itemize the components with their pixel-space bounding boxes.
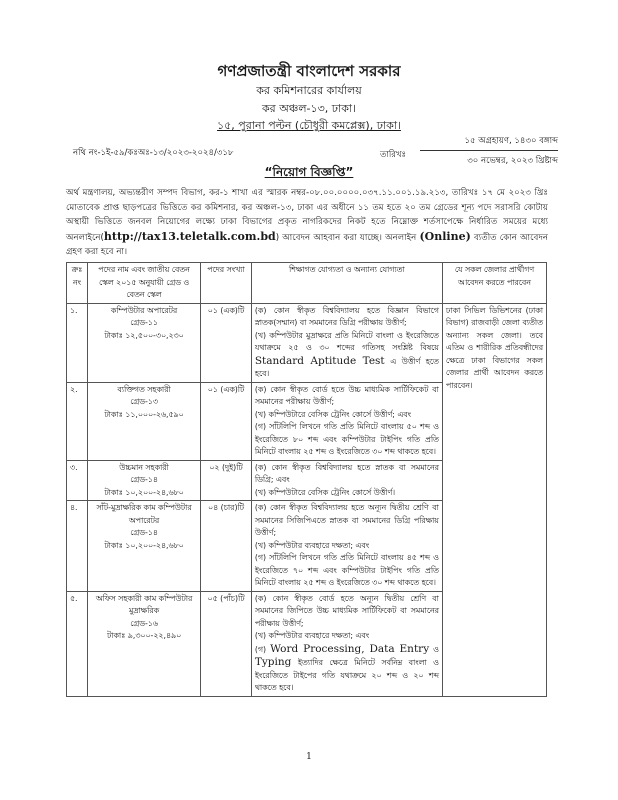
qualification-cell <box>251 303 442 382</box>
notice-title <box>0 164 618 184</box>
post-name: উচ্চমান সহকারী <box>119 462 169 472</box>
qualification-a: (ক) কোন স্বীকৃত বোর্ড হতে উচ্চ মাধ্যমিক সার্টিফিকেট বা সমমানের পরীক্ষায় উত্তীর্ণ; <box>254 384 439 406</box>
date-english: ৩০ নভেম্বর, ২০২৩ খ্রিষ্টাব্দ <box>467 156 558 166</box>
qualification-b: (খ) কম্পিউটার ব্যবহারে দক্ষতা; এবং <box>254 540 370 550</box>
header-districts: যে সকল জেলার প্রার্থীগণ আবেদন করতে পারবেন <box>442 263 546 304</box>
online-label: (Online) <box>419 229 471 243</box>
intro-text-2: ) আবেদন আহবান করা যাচ্ছে। অনলাইন <box>275 232 420 243</box>
serial-cell: ৫. <box>67 591 88 696</box>
post-pay: টাকাঃ ১০,২০০-২৪,৬৮০ <box>104 540 184 550</box>
qualification-b <box>255 330 439 381</box>
header-address: ১৫, পুরানা পল্টন (চৌধুরী কমপ্লেক্স), ঢাকা। <box>217 119 401 132</box>
page-number: 1 <box>306 752 312 762</box>
header-office: কর কমিশনারের কার্যালয় <box>256 84 362 97</box>
qualification-b: (খ) কম্পিউটারে বেসিক ট্রেনিং কোর্সে উত্তীর্ণ; এবং <box>254 409 411 419</box>
post-pay: টাকাঃ ৯,৩০০-২২,৪৯০ <box>106 631 182 640</box>
post-grade: গ্রেড-১১ <box>130 318 158 327</box>
date-box <box>420 134 558 168</box>
post-grade: গ্রেড-১৩ <box>130 397 158 406</box>
post-name: কম্পিউটার অপারেটর <box>110 305 178 315</box>
header-post: পদের নাম এবং জাতীয় বেতন স্কেল ২০১৫ অনুযায়ী গ্রেড ও বেতন স্কেল <box>87 263 200 304</box>
header-qualification: শিক্ষাগত যোগ্যতা ও অন্যান্য যোগ্যতা <box>251 263 442 304</box>
qualification-b-end: এ উত্তীর্ণ হতে হবে। <box>254 356 439 378</box>
post-name: ব্যক্তিগত সহকারী <box>117 384 171 394</box>
intro-paragraph <box>66 186 548 260</box>
qualification-c <box>255 643 439 695</box>
qualification-c-prefix: (গ) <box>254 644 271 654</box>
header-government: গণপ্রজাতন্ত্রী বাংলাদেশ সরকার <box>217 62 401 80</box>
post-grade: গ্রেড-১৪ <box>130 475 158 484</box>
date-label: তারিখঃ <box>380 150 407 160</box>
qualification-b-en: Standard Aptitude Test <box>254 354 385 367</box>
qualification-c-en2: Typing <box>254 656 292 668</box>
qualification-cell <box>251 501 442 592</box>
post-pay: টাকাঃ ১০,২০০-২৪,৬৮০ <box>104 487 184 497</box>
header-serial: ক্রঃ নং <box>67 263 88 304</box>
count-cell: ০৪ (চার)টি <box>201 501 252 592</box>
qualification-a: (ক) কোন স্বীকৃত বিশ্ববিদ্যালয় হতে বিজ্ঞান বিভাগে স্নাতক(সম্মান) বা সমমানের ডিগ্রি পরীক্ষায় উত্তীর্ণ; <box>254 305 439 327</box>
application-url-link[interactable]: http://tax13.teletalk.com.bd <box>103 229 276 243</box>
post-grade: গ্রেড-১৪ <box>130 528 158 537</box>
qualification-c-en1: Word Processing, Data Entry <box>270 642 430 655</box>
count-cell: ০১ (এক)টি <box>201 382 252 460</box>
date-bangla: ১৫ অগ্রহায়ণ, ১৪৩০ বঙ্গাব্দ <box>420 134 558 151</box>
post-pay: টাকাঃ ১২,৫০০-৩০,২৩০ <box>104 330 184 340</box>
post-cell <box>87 303 200 382</box>
qualification-b: (খ) কম্পিউটারে বেসিক ট্রেনিং কোর্সে উত্তীর্ণ। <box>254 487 396 497</box>
qualification-cell <box>251 460 442 501</box>
qualification-c-rest: ইত্যাদির ক্ষেত্রে মিনিটে সর্বনিম্ন বাংলা ও ইংরেজিতে টাইপের গতি যথাক্রমে ২০ শব্দ ও ২০ শব্দ থাকতে হবে। <box>254 658 439 692</box>
intro-text-end: ব্যতীত কোন আবেদন গ্রহণ করা হবে না। <box>66 232 548 257</box>
qualification-b: (খ) কম্পিউটার ব্যবহারে দক্ষতা; এবং <box>254 631 370 640</box>
qualification-b-text: (খ) কম্পিউটার মুদ্রাক্ষরে প্রতি মিনিটে বাংলা ও ইংরেজিতে যথাক্রমে ২৫ ও ৩০ শব্দের গতিসহ সংশ্লিষ্ট বিষয়ে <box>254 330 439 352</box>
qualification-c: (গ) সাঁটলিপি লিখনে গতি প্রতি মিনিটে বাংলায় ৫০ শব্দ ও ইংরেজিতে ৮০ শব্দ এবং কম্পিউটার টাইপিং গতি প্রতি মিনিটে বাংলায় ২৫ শব্দ ও ইংরেজিতে ৩০ শব্দ থাকতে হবে। <box>254 422 439 456</box>
post-cell <box>87 501 200 592</box>
header-zone: কর অঞ্চল-১৩, ঢাকা। <box>261 102 357 115</box>
post-cell <box>87 591 200 696</box>
post-cell <box>87 382 200 460</box>
qualification-c-mid: ও <box>429 644 439 654</box>
qualification-a: (ক) কোন স্বীকৃত বিশ্ববিদ্যালয় হতে অন্যূন দ্বিতীয় শ্রেণি বা সমমানের সিজিপিএতে স্নাতক বা সমমানের ডিগ্রি পরিক্ষায় উত্তীর্ণ; <box>254 503 439 537</box>
serial-cell: ৪. <box>67 501 88 592</box>
serial-cell: ৩. <box>67 460 88 501</box>
post-pay: টাকাঃ ১১,০০০-২৬,৫৯০ <box>104 409 184 419</box>
qualification-a: (ক) কোন স্বীকৃত বোর্ড হতে অন্যূন দ্বিতীয় শ্রেণি বা সমমানের জিপিতে উচ্চ মাধ্যমিক সার্টিফিকেট বা সমমানের পরীক্ষায় উত্তীর্ণ; <box>254 593 439 628</box>
qualification-a: (ক) কোন স্বীকৃত বিশ্ববিদ্যালয় হতে স্নাতক বা সমমানের ডিগ্রি; এবং <box>254 462 439 484</box>
qualification-cell <box>251 591 442 696</box>
qualification-cell <box>251 382 442 460</box>
notice-title-text: “নিয়োগ বিজ্ঞপ্তি” <box>264 165 354 179</box>
vacancy-table <box>66 262 547 697</box>
serial-cell: ১. <box>67 303 88 382</box>
serial-cell: ২. <box>67 382 88 460</box>
count-cell: ০২ (দুই)টি <box>201 460 252 501</box>
post-cell <box>87 460 200 501</box>
districts-cell: ঢাকা সিভিল ডিভিশনের (ঢাকা বিভাগ) রাজবাড়ী জেলা ব্যতীত অন্যান্য সকল জেলা। তবে এতিম ও শারীরিক প্রতিবন্ধীদের ক্ষেত্রে ঢাকা বিভাগের সকল জেলার প্রার্থী আবেদন করতে পারবেন। <box>442 303 546 696</box>
post-name: অফিস সহকারী কাম কম্পিউটার মুদ্রাক্ষরিক <box>95 593 193 615</box>
table-header-row <box>67 263 547 304</box>
post-grade: গ্রেড-১৬ <box>130 618 158 628</box>
table-row <box>67 303 547 382</box>
post-name: সাঁট-মুদ্রাক্ষরিক কাম কম্পিউটার অপারেটর <box>96 503 192 525</box>
qualification-c: (গ) সাঁটলিপি লিখনে গতি প্রতি মিনিটে বাংলায় ৪৫ শব্দ ও ইংরেজিতে ৭০ শব্দ এবং কম্পিউটার টাইপিং গতি প্রতি মিনিটে বাংলায় ২৫ শব্দ ও ইংরেজিতে ৩০ শব্দ থাকতে হবে। <box>254 553 439 587</box>
memo-file-number: নথি নং-১ই-৫৯/কঃঅঃ-১৩/২০২৩-২০২৪/৩১৮ <box>73 148 234 158</box>
count-cell: ০৫ (পাঁচ)টি <box>201 591 252 696</box>
intro-text: অর্থ মন্ত্রণালয়, অভ্যন্তরীণ সম্পদ বিভাগ, কর-১ শাখা এর স্মারক নম্বর-০৮.০০.০০০০.০৩৭.১১.০০১.১৯.২১৩, তারিখঃ ১৭ মে ২০২৩ খ্রিঃ মোতাবেক প্রাপ্ত ছাড়পত্রের ভিত্তিতে কর কমিশনার, কর অঞ্চল-১৩, ঢাকা এর অধীনে ১১ তম হতে ২০ তম গ্রেডের শূন্য পদে সরাসরি কোটায় অস্থায়ী ভিত্তিতে জনবল নিয়োগের লক্ষ্যে ঢাকা বিভাগের প্রকৃত নাগরিকদের নিকট হতে নিম্নোক্ত শর্তসাপেক্ষে নির্ধারিত সময়ের মধ্যে অনলাইনে( <box>66 188 548 243</box>
header-count: পদের সংখ্যা <box>201 263 252 304</box>
count-cell: ০১ (এক)টি <box>201 303 252 382</box>
